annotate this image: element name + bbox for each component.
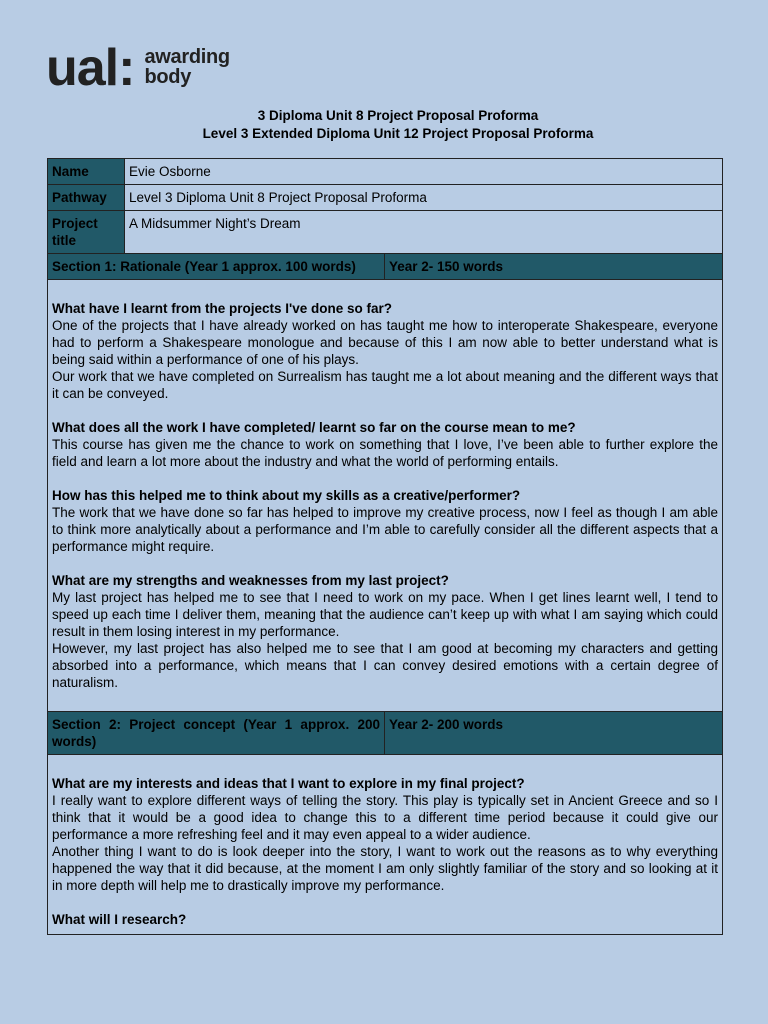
section-1-header [48, 254, 722, 280]
field-value: Evie Osborne [125, 159, 722, 184]
answer: However, my last project has also helped me to see that I am good at becoming my characters and getting absorbed into a performance, which means that I can convey desired emotions with a certain degree of naturalism. [52, 641, 718, 690]
question: What will I research? [52, 912, 187, 927]
section-2-heading: Section 2: Project concept (Year 1 approx. 200 words) [48, 712, 385, 754]
section-2-header [48, 712, 722, 755]
answer: This course has given me the chance to work on something that I love, I’ve been able to further explore the field and learn a lot more about the industry and what the world of performing entails. [52, 437, 718, 469]
title-line-2: Level 3 Extended Diploma Unit 12 Project Proposal Proforma [202, 126, 594, 141]
field-row-name [48, 159, 722, 185]
ual-logo [46, 39, 230, 97]
field-label: Project title [48, 211, 125, 253]
question: What have I learnt from the projects I've done so far? [52, 301, 393, 316]
section-1-heading: Section 1: Rationale (Year 1 approx. 100 words) [48, 254, 385, 279]
field-row-pathway [48, 185, 722, 211]
field-value: A Midsummer Night’s Dream [125, 211, 722, 253]
section-1-body [48, 280, 722, 712]
answer: Another thing I want to do is look deeper into the story, I want to work out the reasons as to why everything happened the way that it did because, at the moment I am only slightly familiar of the story and so looking at it in more depth will help me to drastically improve my performance. [52, 844, 718, 893]
answer: I really want to explore different ways of telling the story. This play is typically set in Ancient Greece and so I think that it would be a good idea to change this to a different time period because it could give our performance a more refreshing feel and it may even appeal to a wider audience. [52, 793, 718, 842]
field-label: Name [48, 159, 125, 184]
document-title [0, 107, 768, 143]
logo-wordmark: ual: [46, 39, 135, 97]
field-row-project-title [48, 211, 722, 254]
field-value: Level 3 Diploma Unit 8 Project Proposal Proforma [125, 185, 722, 210]
field-label: Pathway [48, 185, 125, 210]
logo-line-2: body [144, 66, 192, 88]
question: What are my interests and ideas that I want to explore in my final project? [52, 776, 525, 791]
section-2-body [48, 755, 722, 934]
logo-line-1: awarding [144, 46, 230, 68]
question: What are my strengths and weaknesses from my last project? [52, 573, 449, 588]
answer: One of the projects that I have already worked on has taught me how to interoperate Shakespeare, everyone had to perform a Shakespeare monologue and because of this I am now able to better understand what is being said within a performance of one of his plays. [52, 318, 718, 367]
proposal-table [47, 158, 723, 935]
answer: Our work that we have completed on Surrealism has taught me a lot about meaning and the different ways that it can be conveyed. [52, 369, 718, 401]
answer: My last project has helped me to see that I need to work on my pace. When I get lines learnt well, I tend to speed up each time I deliver them, meaning that the audience can’t keep up with what I am saying which could result in them losing interest in my performance. [52, 590, 718, 639]
section-1-year2: Year 2- 150 words [389, 259, 504, 274]
question: How has this helped me to think about my skills as a creative/performer? [52, 488, 521, 503]
section-2-year2: Year 2- 200 words [389, 717, 504, 732]
logo-subtitle [144, 47, 229, 87]
title-line-1: 3 Diploma Unit 8 Project Proposal Proforma [257, 108, 539, 123]
question: What does all the work I have completed/ learnt so far on the course mean to me? [52, 420, 576, 435]
answer: The work that we have done so far has helped to improve my creative process, now I feel as though I am able to think more analytically about a performance and I’m able to carefully consider all the different aspects that a performance might require. [52, 505, 718, 554]
